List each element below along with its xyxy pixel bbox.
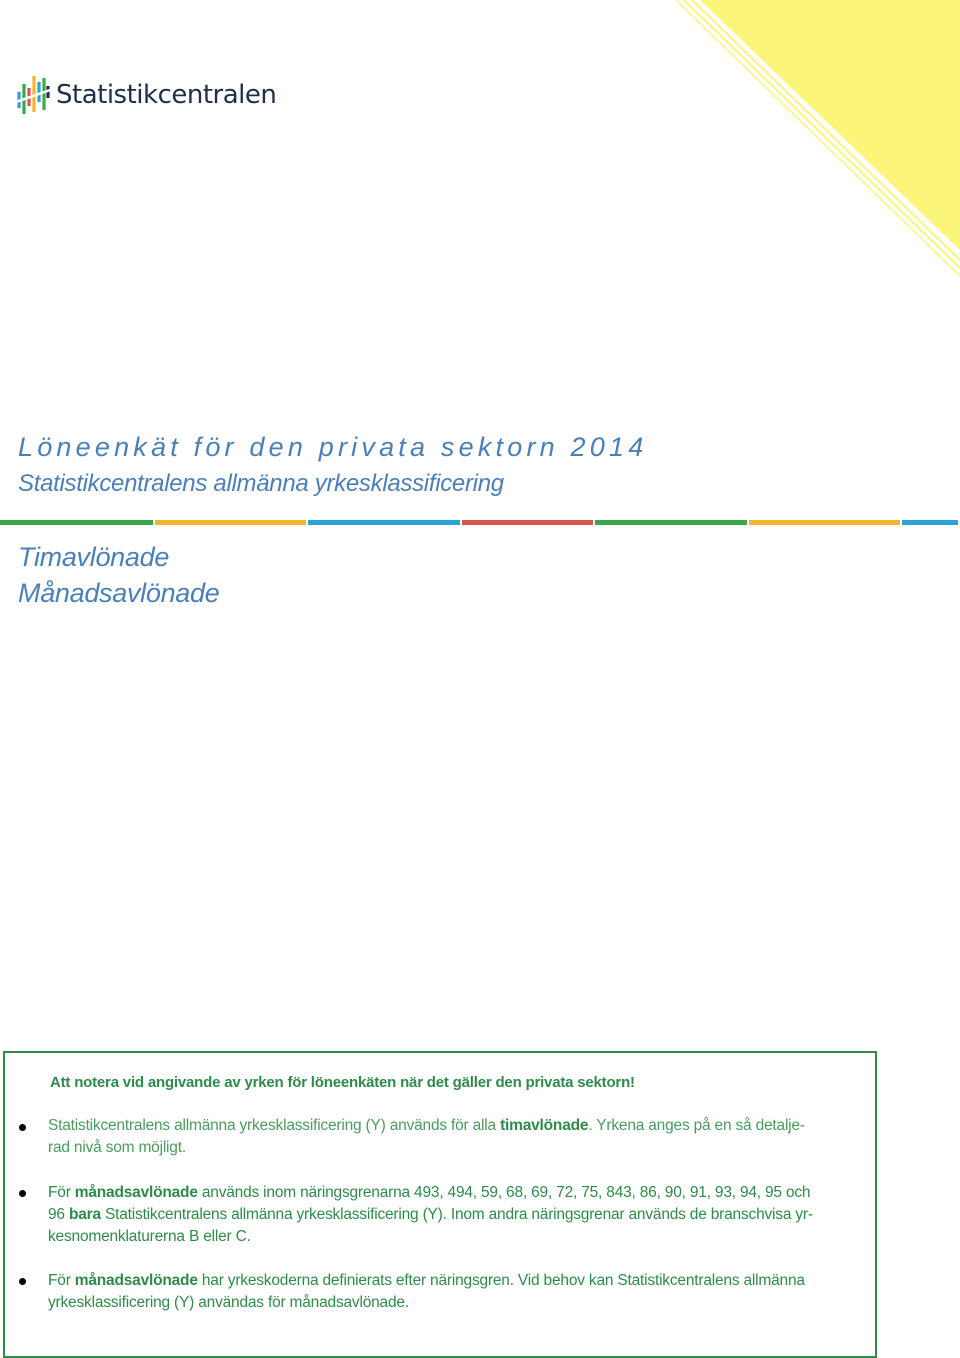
stripe-segment	[902, 520, 958, 525]
stripe-segment	[749, 520, 900, 525]
emphasis: månadsavlönade	[74, 1184, 198, 1201]
stripe-segment	[595, 520, 748, 525]
text: yrkesklassificering (Y) användas för månadsavlönade.	[48, 1294, 409, 1311]
bullet-icon	[19, 1190, 26, 1197]
emphasis: bara	[68, 1206, 101, 1223]
text: rad nivå som möjligt.	[48, 1139, 186, 1156]
notice-item-hourly	[48, 1115, 858, 1159]
text: 96	[48, 1206, 69, 1223]
statistics-bars-icon	[16, 72, 50, 116]
text: För	[48, 1272, 75, 1289]
color-stripe-divider	[0, 520, 960, 525]
page-title: Löneenkät för den privata sektorn 2014	[18, 432, 648, 462]
text: Statistikcentralens allmänna yrkesklassificering (Y) används för alla	[48, 1117, 501, 1134]
emphasis: timavlönade	[500, 1117, 589, 1134]
text: Statistikcentralens allmänna yrkesklassificering (Y). Inom andra näringsgrenar används de branschvisa yr-	[100, 1206, 813, 1223]
notice-heading: Att notera vid angivande av yrken för löneenkäten när det gäller den privata sektorn!	[50, 1074, 635, 1091]
notice-item-monthly-industries	[48, 1182, 858, 1248]
category-hourly: Timavlönade	[18, 542, 170, 572]
emphasis: månadsavlönade	[74, 1272, 198, 1289]
text: För	[48, 1184, 75, 1201]
logo-text: Statistikcentralen	[56, 80, 277, 110]
stripe-segment	[155, 520, 307, 525]
category-monthly: Månadsavlönade	[18, 578, 220, 608]
page-subtitle: Statistikcentralens allmänna yrkesklassificering	[18, 470, 504, 497]
stripe-segment	[0, 520, 153, 525]
stripe-segment	[462, 520, 593, 525]
bullet-icon	[19, 1124, 26, 1131]
stripe-segment	[308, 520, 460, 525]
text: kesnomenklaturerna B eller C.	[48, 1228, 251, 1245]
text: har yrkeskoderna definierats efter näringsgren. Vid behov kan Statistikcentralens allmänna	[197, 1272, 805, 1289]
logo	[16, 72, 276, 116]
bullet-icon	[19, 1278, 26, 1285]
notice-item-monthly-codes	[48, 1270, 858, 1314]
text: . Yrkena anges på en så detalje-	[588, 1117, 805, 1134]
notice-box	[3, 1051, 877, 1358]
text: används inom näringsgrenarna 493, 494, 59, 68, 69, 72, 75, 843, 86, 90, 91, 93, 94, 95 och	[197, 1184, 811, 1201]
